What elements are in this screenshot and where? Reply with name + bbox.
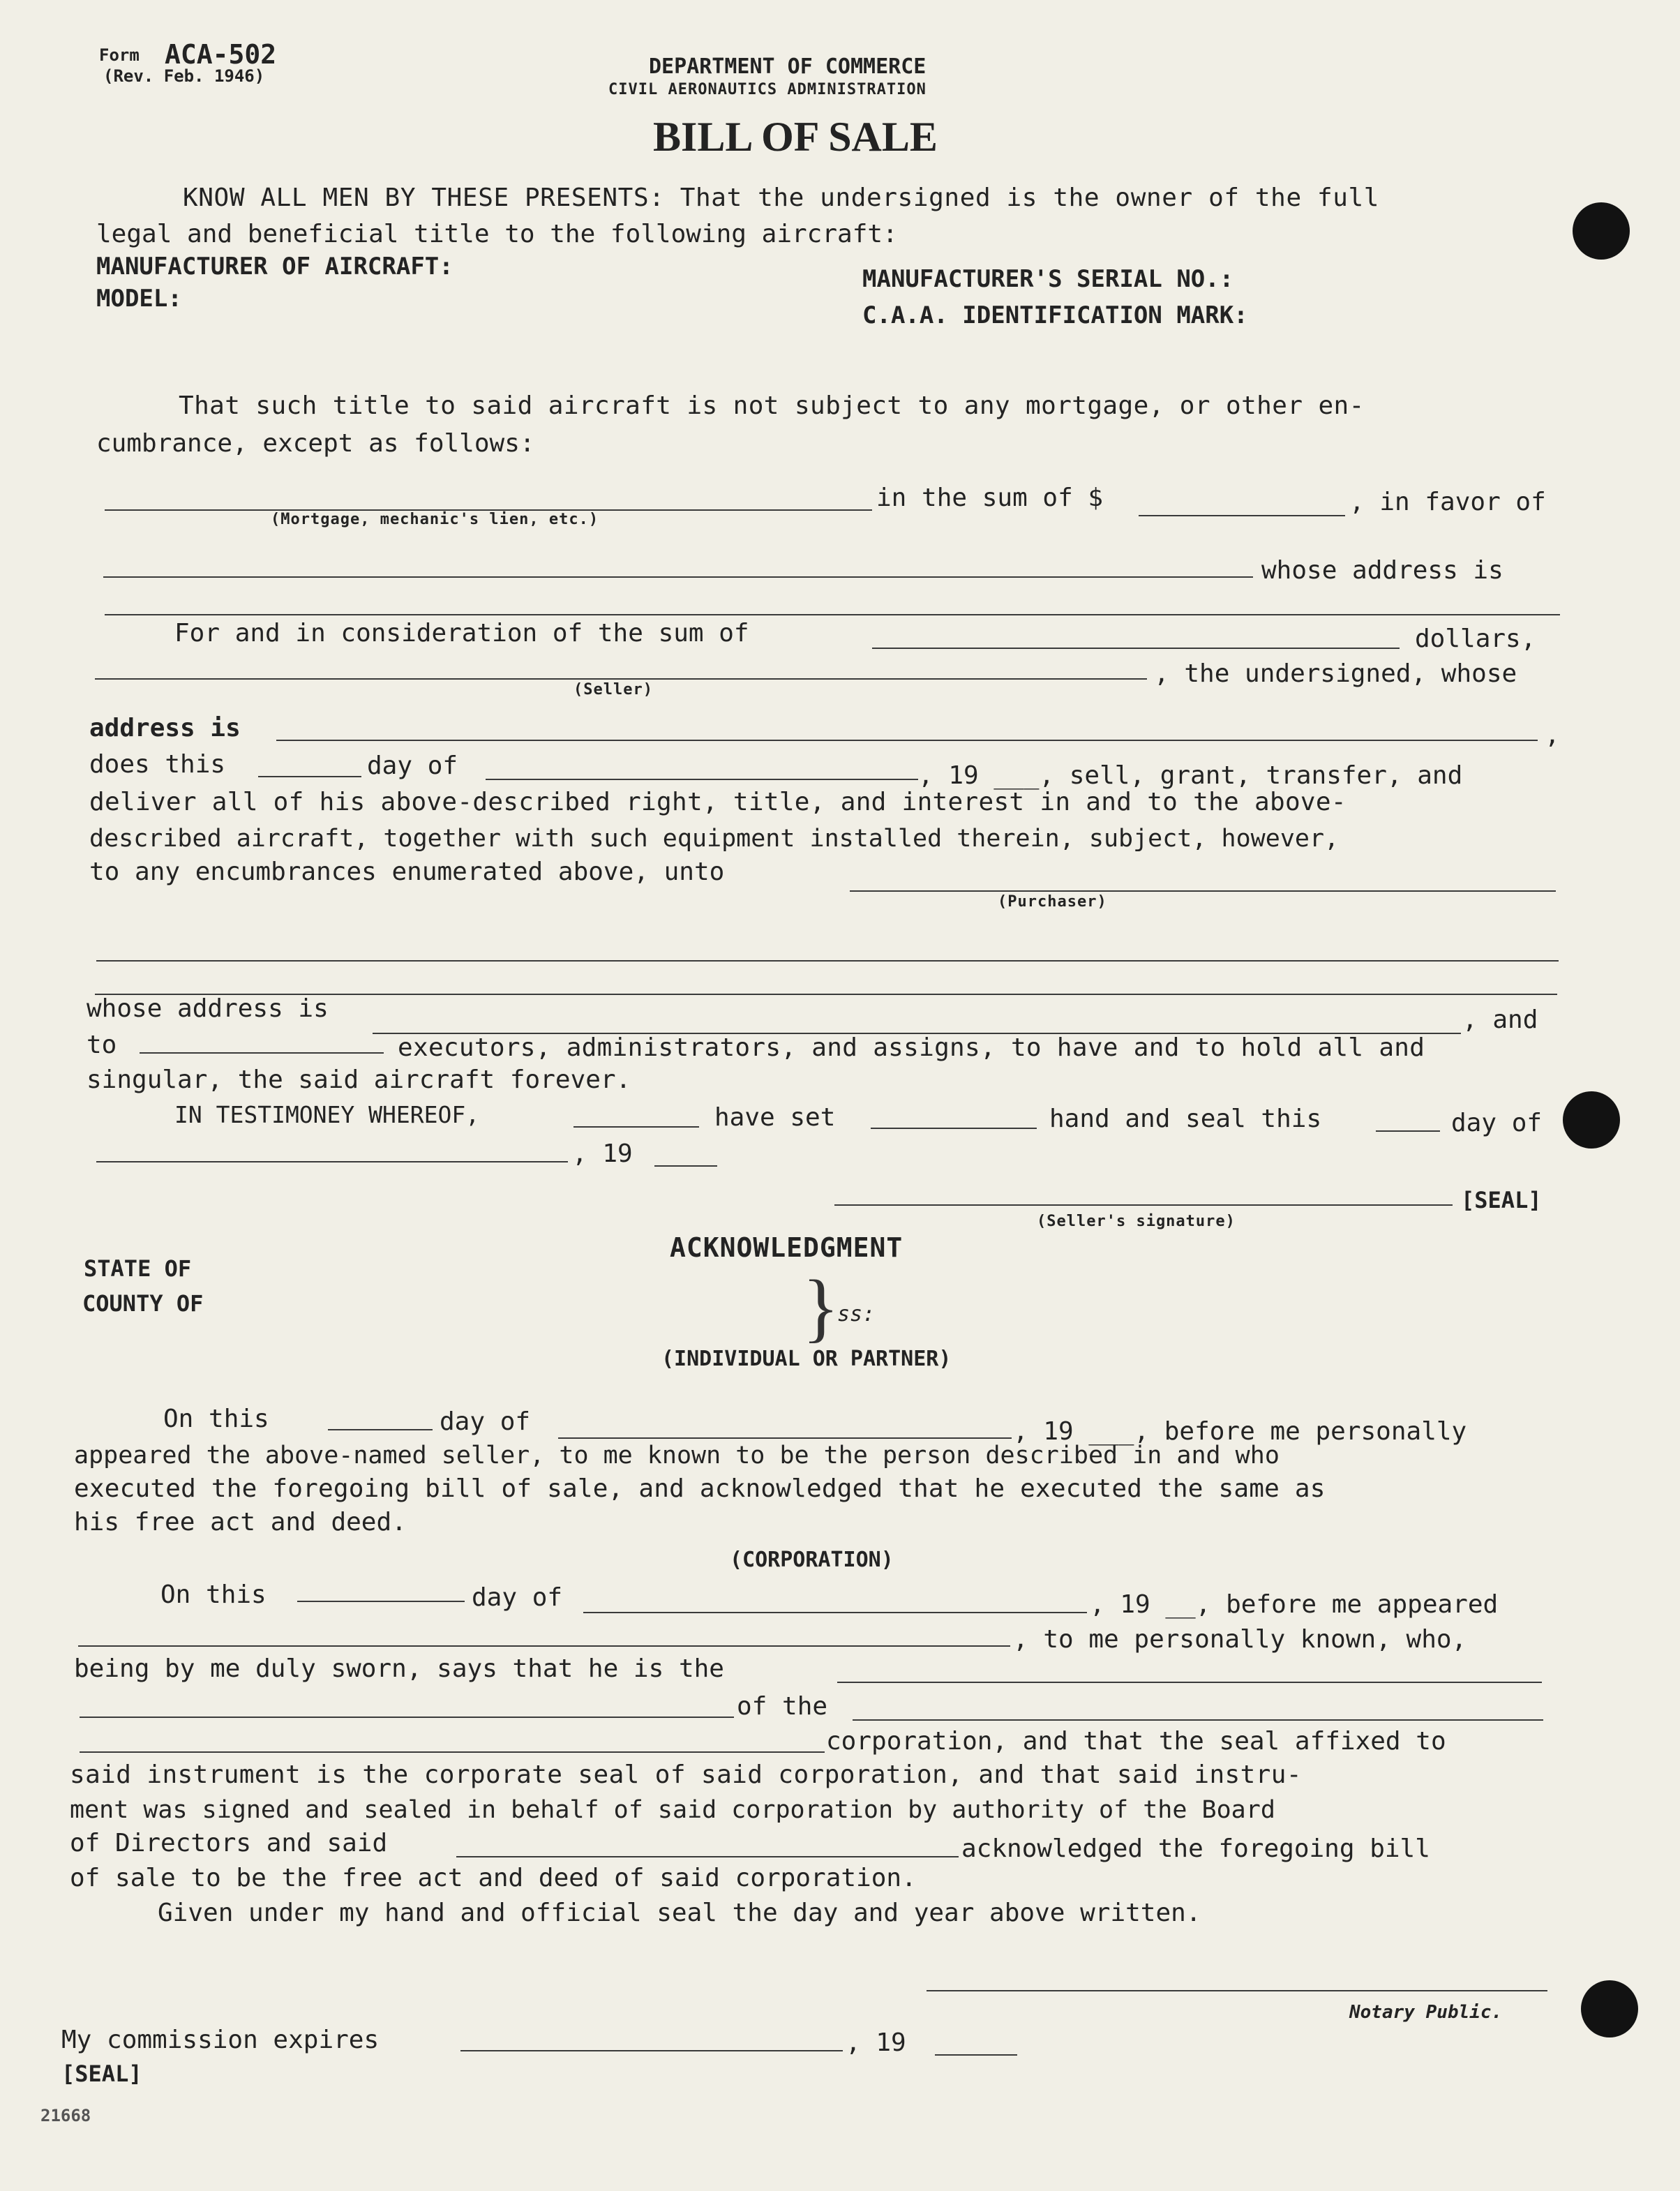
binder-hole-top — [1573, 202, 1630, 260]
hand-seal-label: hand and seal this — [1049, 1105, 1322, 1133]
address-comma: , — [1545, 721, 1560, 749]
corp-line-c2: acknowledged the foregoing bill — [961, 1834, 1430, 1863]
sum-amount-field[interactable] — [1139, 515, 1345, 516]
testimony-day-of-label: day of — [1451, 1109, 1543, 1137]
sum-of-label: in the sum of $ — [876, 484, 1104, 512]
corp-day-of-label: day of — [472, 1583, 563, 1612]
seller-signature-field[interactable] — [834, 1204, 1453, 1206]
corp-line-b: ment was signed and sealed in behalf of said corporation by authority of the Board — [70, 1796, 1275, 1824]
testimony-month-field[interactable] — [96, 1161, 568, 1162]
binder-hole-middle — [1563, 1091, 1620, 1149]
sworn-line: being by me duly sworn, says that he is the — [74, 1654, 724, 1683]
singular-line: singular, the said aircraft forever. — [87, 1065, 631, 1094]
seller-address-field[interactable] — [276, 740, 1538, 741]
commission-year-label: , 19 — [846, 2028, 906, 2057]
address-is-label: address is — [89, 714, 241, 742]
commission-label: My commission expires — [61, 2026, 380, 2054]
given-line: Given under my hand and official seal the day and year above written. — [158, 1899, 1201, 1927]
intro-line-2: legal and beneficial title to the following aircraft: — [96, 220, 898, 248]
commission-date-field[interactable] — [460, 2050, 843, 2051]
in-favor-of-label: , in favor of — [1349, 488, 1546, 516]
day-of-label: day of — [367, 751, 458, 780]
of-the-label: of the — [737, 1692, 828, 1721]
ss-label: ss: — [837, 1302, 876, 1326]
corp-officer-title-field-2[interactable] — [80, 1717, 734, 1718]
county-of-label: COUNTY OF — [82, 1290, 204, 1317]
corp-officer-field-3[interactable] — [456, 1856, 959, 1857]
encumbrance-line-1: That such title to said aircraft is not subject to any mortgage, or other en- — [179, 391, 1365, 420]
sell-grant-label: , 19 ___, sell, grant, transfer, and — [918, 761, 1463, 790]
commission-year-field[interactable] — [935, 2054, 1017, 2056]
testimony-year-field[interactable] — [654, 1165, 717, 1167]
testimony-year-label: , 19 — [572, 1139, 633, 1168]
and-label: , and — [1462, 1005, 1538, 1034]
lienholder-address-field[interactable] — [105, 614, 1560, 615]
form-revision: (Rev. Feb. 1946) — [103, 66, 265, 86]
caa-mark-label: C.A.A. IDENTIFICATION MARK: — [862, 301, 1248, 329]
sale-month-field[interactable] — [486, 779, 918, 780]
personally-known-label: , to me personally known, who, — [1013, 1625, 1467, 1654]
venue-brace: } — [802, 1264, 839, 1349]
seller-caption: (Seller) — [573, 681, 653, 698]
undersigned-label: , the undersigned, whose — [1154, 659, 1517, 688]
page-title: BILL OF SALE — [653, 114, 938, 160]
described-line: described aircraft, together with such equipment installed therein, subject, however, — [89, 825, 1340, 853]
seller-name-field[interactable] — [95, 678, 1147, 680]
ind-line-2: appeared the above-named seller, to me known to be the person described in and who — [74, 1442, 1280, 1470]
ind-on-this-label: On this — [163, 1405, 269, 1433]
testimony-pronoun-field[interactable] — [871, 1128, 1037, 1129]
seller-signature-caption: (Seller's signature) — [1037, 1213, 1236, 1230]
purchaser-name-field[interactable] — [850, 890, 1556, 892]
whose-address-is-label: whose address is — [87, 994, 329, 1023]
model-label: MODEL: — [96, 285, 182, 313]
corporation-heading: (CORPORATION) — [730, 1548, 894, 1572]
form-label: Form — [99, 45, 140, 65]
notary-seal-label: [SEAL] — [61, 2061, 142, 2087]
corp-line-d: of sale to be the free act and deed of said corporation. — [70, 1864, 917, 1892]
ind-line-4: his free act and deed. — [74, 1508, 407, 1536]
corp-day-field[interactable] — [297, 1601, 465, 1602]
corp-line-a: said instrument is the corporate seal of said corporation, and that said instru- — [70, 1760, 1302, 1789]
notary-signature-field[interactable] — [927, 1990, 1547, 1991]
testimony-day-field[interactable] — [1376, 1130, 1440, 1132]
acknowledgment-title: ACKNOWLEDGMENT — [670, 1232, 903, 1263]
individual-heading: (INDIVIDUAL OR PARTNER) — [661, 1347, 952, 1371]
testimony-name-field[interactable] — [573, 1126, 699, 1128]
form-code: 21668 — [40, 2106, 91, 2125]
corp-on-this-label: On this — [160, 1580, 267, 1609]
corp-officer-title-field[interactable] — [837, 1682, 1542, 1683]
department-name: DEPARTMENT OF COMMERCE — [649, 54, 927, 79]
have-set-label: have set — [714, 1103, 836, 1132]
corporation-line: corporation, and that the seal affixed to — [826, 1727, 1446, 1756]
form-number: ACA-502 — [165, 39, 277, 70]
corp-month-field[interactable] — [583, 1612, 1087, 1613]
corp-line-c: of Directors and said — [70, 1829, 388, 1857]
purchaser-caption: (Purchaser) — [998, 893, 1107, 911]
corp-officer-name-field[interactable] — [78, 1645, 1010, 1647]
intro-line-1: KNOW ALL MEN BY THESE PRESENTS: That the undersigned is the owner of the full — [183, 184, 1380, 212]
to-label: to — [87, 1031, 117, 1059]
testimony-label: IN TESTIMONEY WHEREOF, — [174, 1101, 480, 1128]
consideration-label: For and in consideration of the sum of — [174, 619, 749, 648]
ind-day-field[interactable] — [328, 1429, 433, 1430]
purchaser-heirs-field[interactable] — [140, 1052, 384, 1054]
whose-address-label: whose address is — [1261, 556, 1503, 585]
sale-day-field[interactable] — [258, 776, 361, 777]
seller-seal-label: [SEAL] — [1461, 1187, 1542, 1213]
corp-name-field-2[interactable] — [80, 1751, 825, 1753]
state-of-label: STATE OF — [84, 1255, 192, 1282]
deliver-line: deliver all of his above-described right, title, and interest in and to the above- — [89, 788, 1347, 816]
dollars-label: dollars, — [1415, 625, 1536, 653]
does-this-label: does this — [89, 750, 226, 779]
favor-of-field[interactable] — [103, 576, 1253, 578]
manufacturer-label: MANUFACTURER OF AIRCRAFT: — [96, 253, 453, 281]
consideration-amount-field[interactable] — [872, 648, 1400, 649]
ind-month-field[interactable] — [558, 1437, 1012, 1439]
notary-caption: Notary Public. — [1349, 2002, 1503, 2023]
mortgage-caption: (Mortgage, mechanic's lien, etc.) — [271, 511, 599, 528]
ind-line-3: executed the foregoing bill of sale, and acknowledged that he executed the same as — [74, 1474, 1326, 1503]
executors-line: executors, administrators, and assigns, to have and to hold all and — [398, 1033, 1425, 1062]
binder-hole-bottom — [1581, 1980, 1638, 2037]
ind-day-of-label: day of — [440, 1407, 531, 1436]
agency-name: CIVIL AERONAUTICS ADMINISTRATION — [608, 81, 927, 98]
corp-before-label: , 19 __, before me appeared — [1090, 1590, 1499, 1619]
encumbrances-line: to any encumbrances enumerated above, unto — [89, 858, 725, 886]
ind-before-me-label: , 19 ___, before me personally — [1013, 1417, 1467, 1446]
corp-name-field[interactable] — [853, 1719, 1543, 1721]
serial-number-label: MANUFACTURER'S SERIAL NO.: — [862, 265, 1234, 293]
purchaser-name-field-2[interactable] — [96, 960, 1559, 962]
encumbrance-line-2: cumbrance, except as follows: — [96, 429, 535, 458]
